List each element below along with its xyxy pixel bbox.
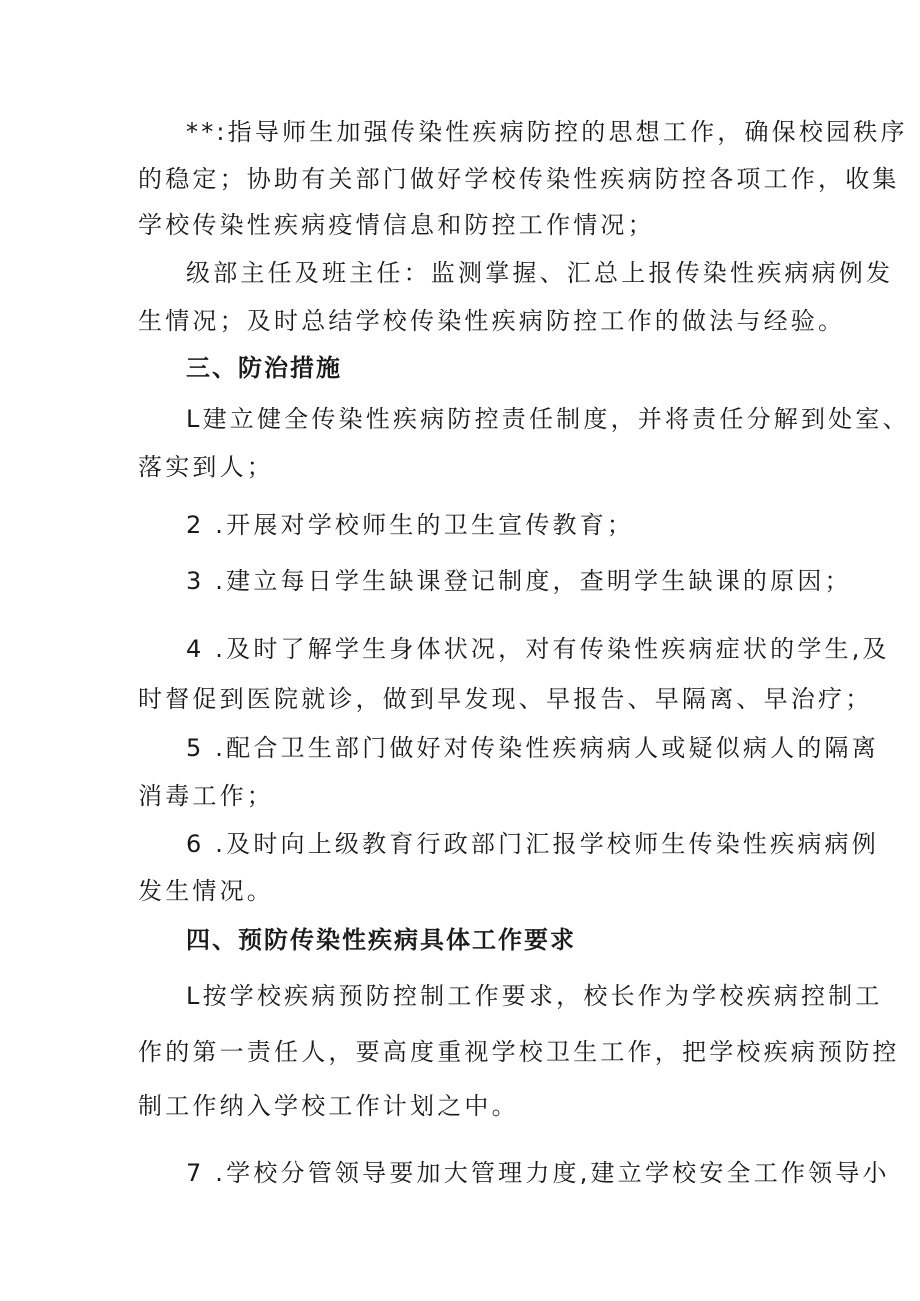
list-item-line: 6 .及时向上级教育行政部门汇报学校师生传染性疾病病例 — [186, 830, 879, 858]
list-item: 2 .开展对学校师生的卫生宣传教育； — [186, 511, 635, 539]
requirement-line: L按学校疾病预防控制工作要求，校长作为学校疾病控制工 — [186, 982, 883, 1010]
requirement-line: 作的第一责任人，要高度重视学校卫生工作，把学校疾病预防控 — [138, 1038, 900, 1066]
paragraph-line: 的稳定；协助有关部门做好学校传染性疾病防控各项工作，收集 — [138, 165, 900, 193]
section-heading: 三、防治措施 — [186, 354, 342, 382]
section-heading: 四、预防传染性疾病具体工作要求 — [186, 926, 576, 954]
paragraph-line: 学校传染性疾病疫情信息和防控工作情况； — [138, 211, 655, 239]
list-item-line: L建立健全传染性疾病防控责任制度，并将责任分解到处室、 — [186, 405, 910, 433]
list-item: 3 .建立每日学生缺课登记制度，查明学生缺课的原因； — [186, 567, 852, 595]
list-item-line: 落实到人； — [138, 453, 274, 481]
list-item-line: 4 .及时了解学生身体状况，对有传染性疾病症状的学生,及 — [186, 635, 890, 663]
list-item-line: 发生情况。 — [138, 877, 274, 905]
paragraph-line: 级部主任及班主任：监测掌握、汇总上报传染性疾病病例发 — [186, 259, 894, 287]
list-item-line: 5 .配合卫生部门做好对传染性疾病病人或疑似病人的隔离 — [186, 734, 879, 762]
paragraph-line: **:指导师生加强传染性疾病防控的思想工作，确保校园秩序 — [186, 118, 908, 146]
list-item-line: 时督促到医院就诊，做到早发现、早报告、早隔离、早治疗； — [138, 685, 873, 713]
requirement-line: 7 .学校分管领导要加大管理力度,建立学校安全工作领导小 — [186, 1159, 890, 1187]
list-item-line: 消毒工作； — [138, 782, 274, 810]
paragraph-line: 生情况；及时总结学校传染性疾病防控工作的做法与经验。 — [138, 307, 846, 335]
requirement-line: 制工作纳入学校工作计划之中。 — [138, 1092, 519, 1120]
